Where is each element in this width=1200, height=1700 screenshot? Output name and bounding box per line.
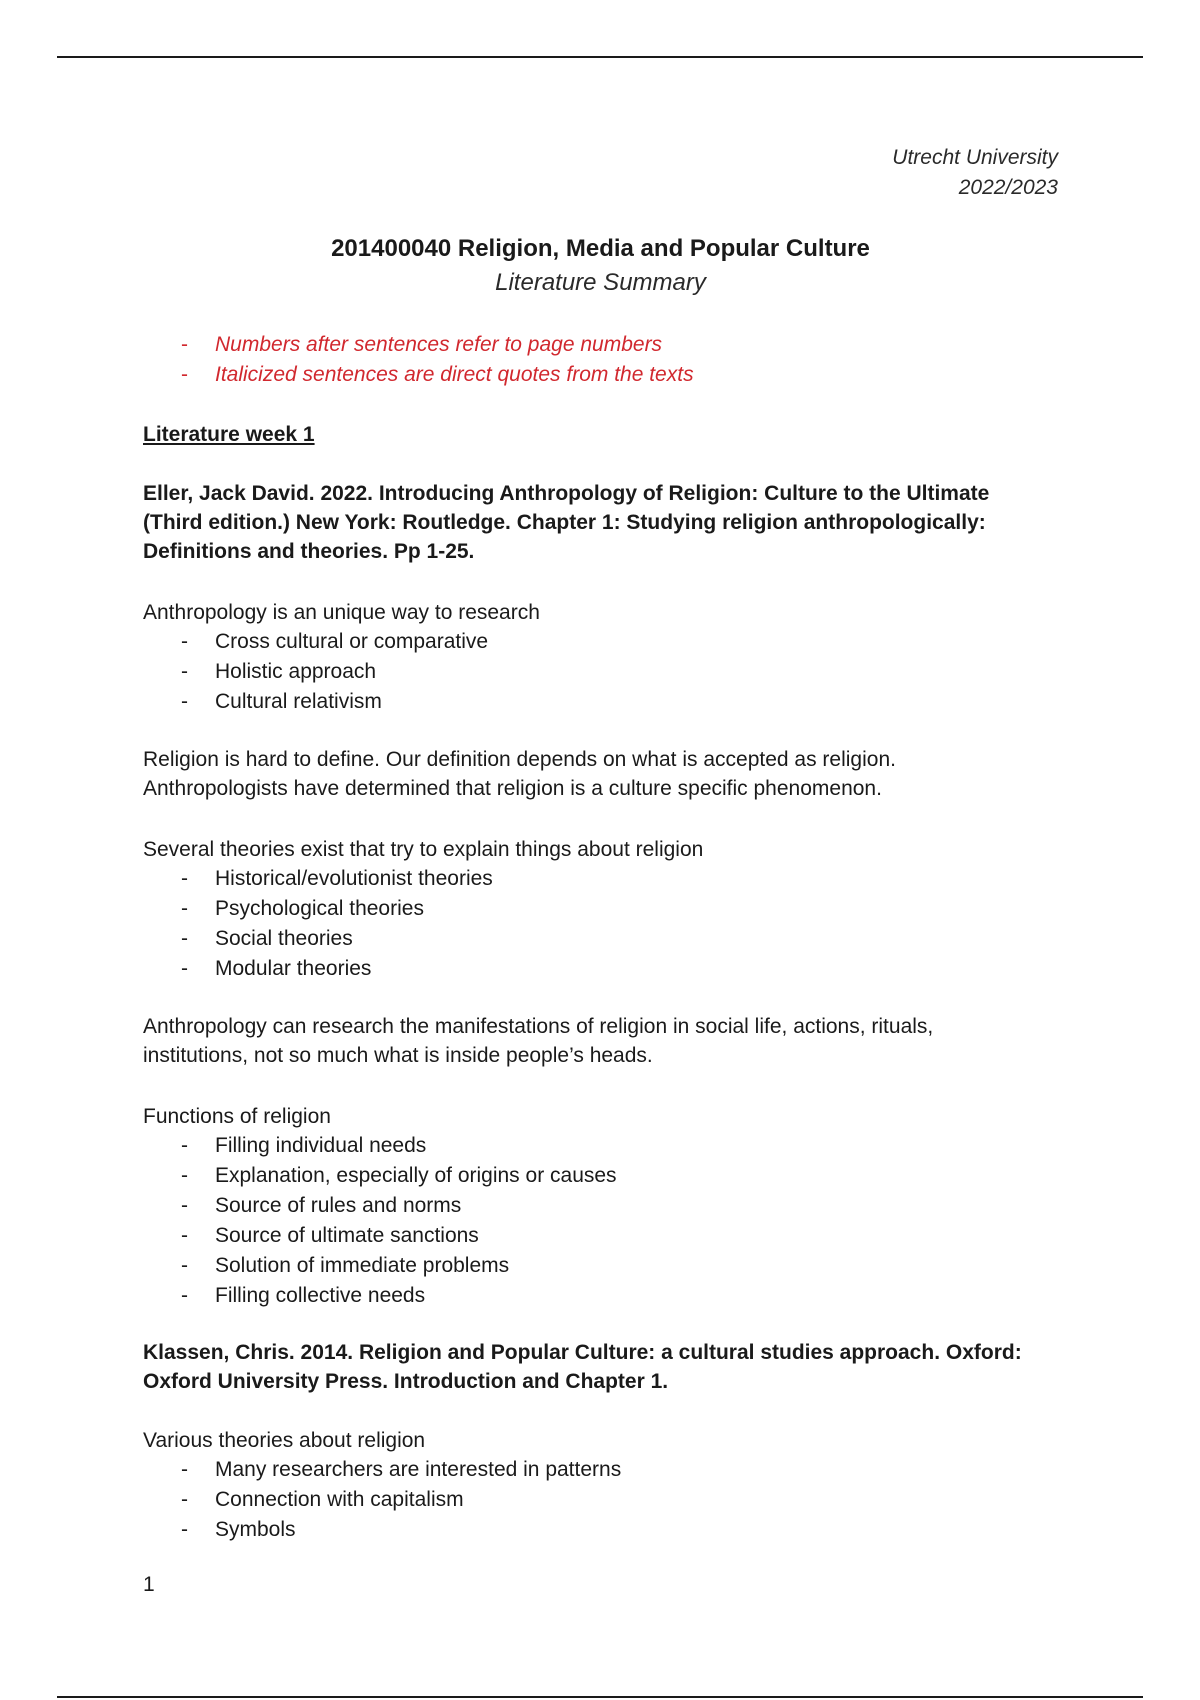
paragraph-intro: Various theories about religion: [143, 1429, 426, 1452]
section-heading: Literature week 1: [143, 423, 315, 446]
list-item: - Cross cultural or comparative: [181, 630, 489, 653]
list-item: - Cultural relativism: [181, 690, 382, 713]
academic-year: 2022/2023: [958, 176, 1058, 199]
bullet-list: [143, 1131, 1043, 1311]
paragraph-intro: Anthropology is an unique way to research: [143, 601, 540, 624]
paragraph-intro: Functions of religion: [143, 1105, 331, 1128]
paragraph-definition: Religion is hard to define. Our definition depends on what is accepted as religion. Anthropologists have determined that religion is a culture specific phenomenon.: [143, 748, 896, 800]
notes-list: [143, 330, 1058, 390]
paragraph-manifestations: Anthropology can research the manifestations of religion in social life, actions, rituals, institutions, not so much what is inside people’s heads.: [143, 1015, 934, 1067]
list-item: - Social theories: [181, 927, 353, 950]
list-item: - Source of rules and norms: [181, 1194, 462, 1217]
paragraph-theories: [143, 835, 1043, 984]
list-item: - Historical/evolutionist theories: [181, 867, 493, 890]
bullet-list: [143, 864, 1043, 984]
list-item: - Source of ultimate sanctions: [181, 1224, 479, 1247]
list-item: - Psychological theories: [181, 897, 424, 920]
affiliation-block: [143, 143, 1058, 203]
list-item: - Filling collective needs: [181, 1284, 426, 1307]
note-item: - Numbers after sentences refer to page numbers: [143, 330, 1058, 360]
bullet-dash: -: [181, 333, 188, 356]
paragraph-various-theories: [143, 1426, 1043, 1545]
reference-eller: Eller, Jack David. 2022. Introducing Anthropology of Religion: Culture to the Ultimate (Third edition.) New York: Routledge. Chapter 1: Studying religion anthropologically: Definitions and theories. Pp 1-25.: [143, 482, 990, 563]
note-item: - Italicized sentences are direct quotes from the texts: [143, 360, 1058, 390]
course-title: 201400040 Religion, Media and Popular Culture: [331, 235, 870, 262]
paragraph-anthropology: [143, 598, 1043, 717]
bottom-rule: [57, 1696, 1143, 1698]
bullet-list: [143, 1455, 1043, 1545]
bullet-dash: -: [181, 363, 188, 386]
list-item: - Symbols: [181, 1518, 296, 1541]
list-item: - Modular theories: [181, 957, 372, 980]
bullet-list: [143, 627, 1043, 717]
list-item: - Holistic approach: [181, 660, 377, 683]
course-subtitle: Literature Summary: [495, 269, 706, 296]
top-rule: [57, 56, 1143, 58]
list-item: - Filling individual needs: [181, 1134, 427, 1157]
list-item: - Many researchers are interested in patterns: [181, 1458, 622, 1481]
paragraph-functions: [143, 1102, 1043, 1311]
title-block: [143, 232, 1058, 300]
list-item: - Explanation, especially of origins or causes: [181, 1164, 617, 1187]
affiliation: Utrecht University: [892, 146, 1058, 169]
paragraph-intro: Several theories exist that try to explain things about religion: [143, 838, 704, 861]
page-number: 1: [143, 1573, 155, 1596]
reference-klassen: Klassen, Chris. 2014. Religion and Popular Culture: a cultural studies approach. Oxford: Oxford University Press. Introduction and Chapter 1.: [143, 1341, 1022, 1393]
list-item: - Connection with capitalism: [181, 1488, 464, 1511]
list-item: - Solution of immediate problems: [181, 1254, 510, 1277]
